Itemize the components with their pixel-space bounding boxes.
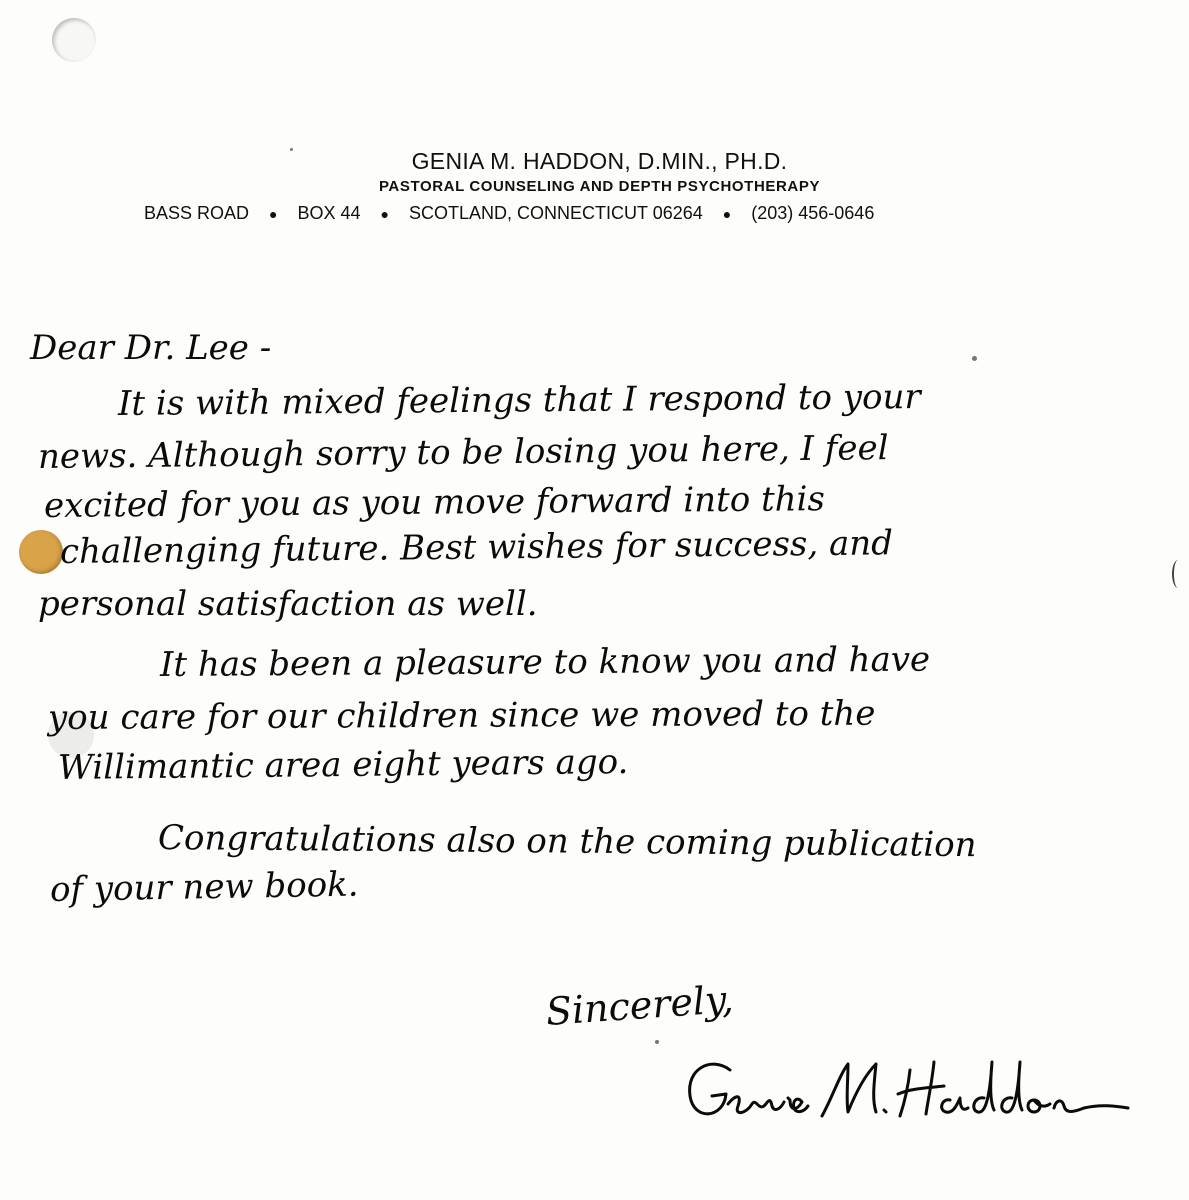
- closing: Sincerely,: [544, 976, 735, 1034]
- address-city: SCOTLAND, CONNECTICUT 06264: [409, 203, 703, 223]
- letter-line: Congratulations also on the coming publication: [157, 818, 977, 866]
- paper-speck: [655, 1040, 659, 1044]
- letter-line: It has been a pleasure to know you and have: [159, 639, 931, 685]
- address-street: BASS ROAD: [144, 203, 250, 223]
- bullet-separator: ●: [269, 205, 278, 222]
- letter-line: It is with mixed feelings that I respond to your: [117, 376, 921, 424]
- letterhead-subtitle: PASTORAL COUNSELING AND DEPTH PSYCHOTHERAPY: [378, 178, 821, 195]
- bullet-separator: ●: [722, 205, 732, 222]
- address-phone: (203) 456-0646: [751, 203, 875, 223]
- letter-line: Willimantic area eight years ago.: [57, 742, 629, 788]
- punch-hole-sticker: [19, 530, 63, 574]
- letterhead-address: [144, 203, 874, 224]
- letter-line: news. Although sorry to be losing you here, I feel: [37, 428, 889, 477]
- letter-line: excited for you as you move forward into this: [43, 479, 826, 526]
- salutation: Dear Dr. Lee -: [30, 328, 272, 368]
- address-box: BOX 44: [297, 203, 361, 223]
- punch-hole-mark: [52, 18, 96, 62]
- letter-line: personal satisfaction as well.: [38, 584, 538, 624]
- letter-line: challenging future. Best wishes for success, and: [59, 523, 894, 572]
- signature-image: [672, 1048, 1132, 1138]
- letter-line: of your new book.: [49, 864, 359, 910]
- letterhead-name: GENIA M. HADDON, D.MIN., PH.D.: [411, 148, 788, 174]
- edge-mark: [1172, 560, 1184, 588]
- bullet-separator: ●: [380, 205, 390, 222]
- letter-line: you care for our children since we moved to the: [47, 693, 876, 738]
- paper-speck: [972, 356, 977, 361]
